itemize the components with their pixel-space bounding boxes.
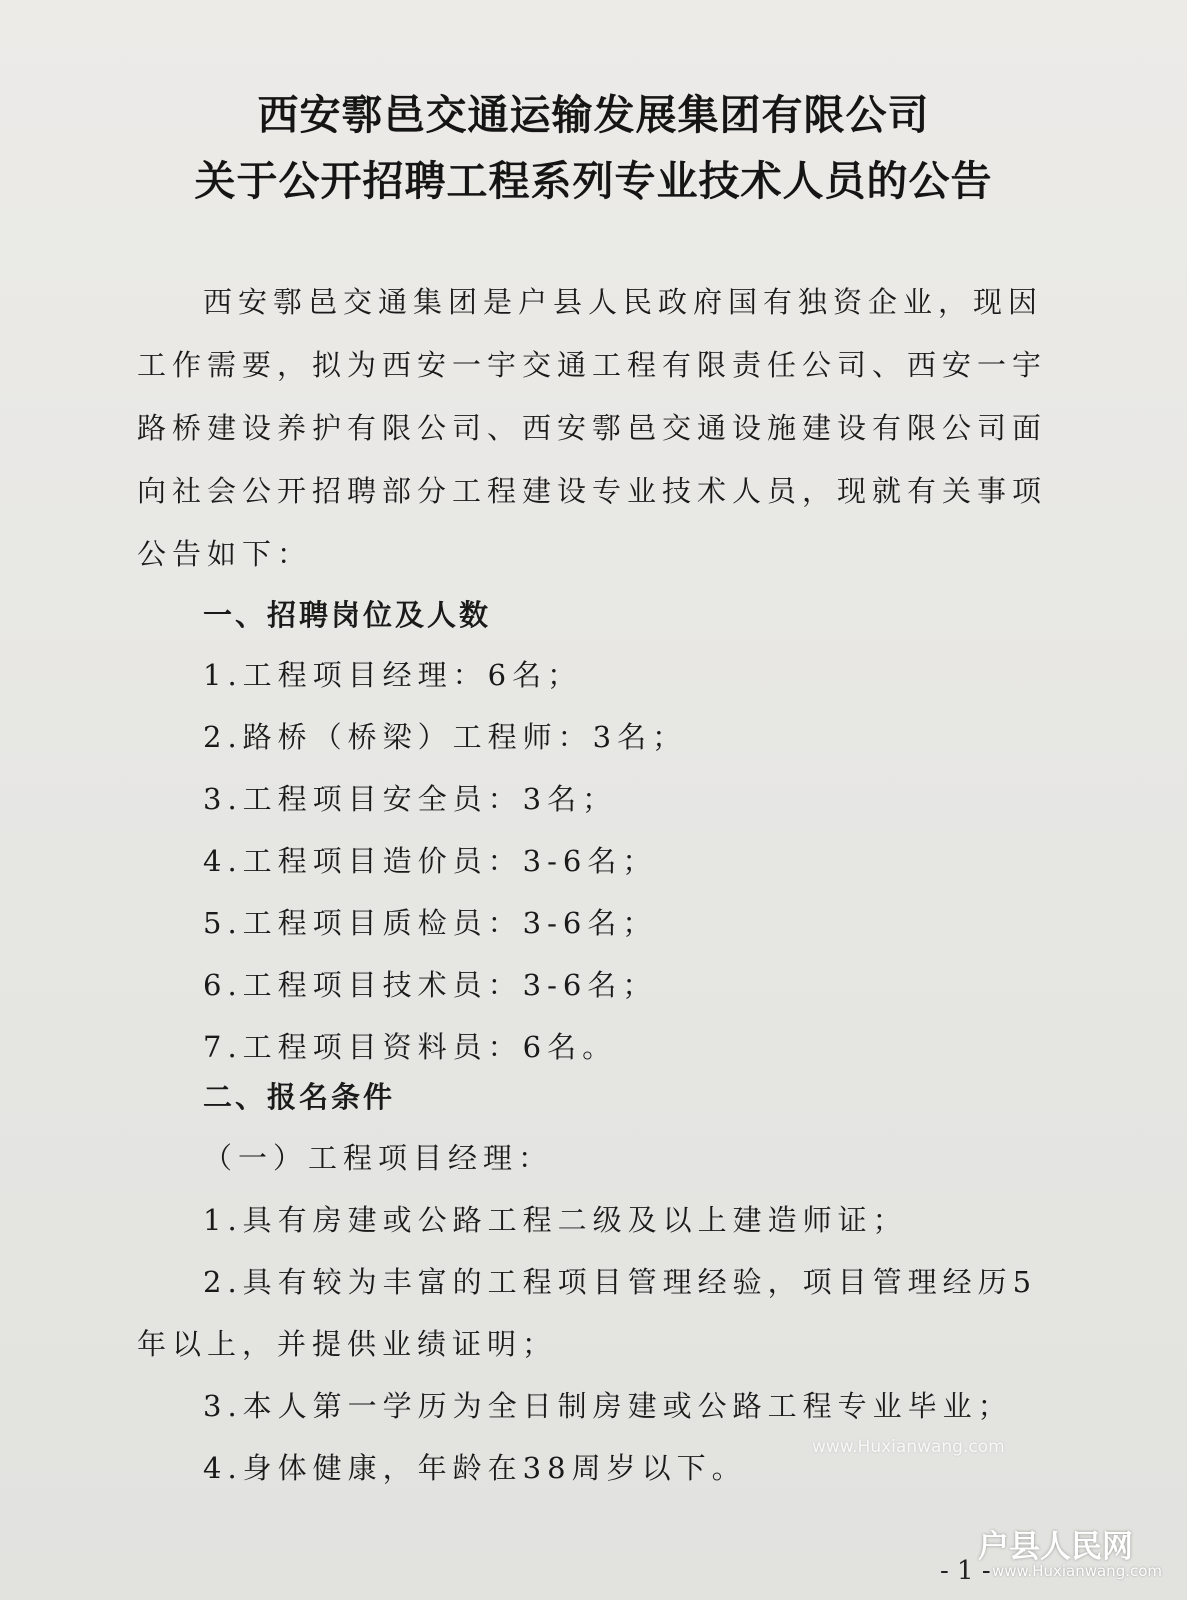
position-item: 2.路桥（桥梁）工程师：3名； [203, 720, 688, 754]
position-item: 5.工程项目质检员：3-6名； [203, 906, 658, 940]
page-number: - 1 - [940, 1556, 991, 1586]
requirement-item: 4.身体健康，年龄在38周岁以下。 [203, 1451, 747, 1485]
intro-line: 向社会公开招聘部分工程建设专业技术人员，现就有关事项 [137, 474, 1048, 508]
position-item: 6.工程项目技术员：3-6名； [203, 968, 658, 1002]
requirement-item: 2.具有较为丰富的工程项目管理经验，项目管理经历5 [203, 1265, 1038, 1299]
site-brand-logo: 户县人民网 [978, 1529, 1133, 1565]
section-heading-requirements: 二、报名条件 [203, 1080, 396, 1114]
watermark-url: www.Huxianwang.com [812, 1437, 1005, 1457]
intro-line: 西安鄠邑交通集团是户县人民政府国有独资企业，现因 [203, 285, 1044, 319]
position-item: 3.工程项目安全员：3名； [203, 782, 618, 816]
requirement-item: 3.本人第一学历为全日制房建或公路工程专业毕业； [203, 1389, 1013, 1423]
intro-line: 公告如下： [137, 537, 313, 571]
section-heading-positions: 一、招聘岗位及人数 [203, 598, 492, 632]
intro-line: 工作需要，拟为西安一宇交通工程有限责任公司、西安一宇 [137, 348, 1048, 382]
position-item: 4.工程项目造价员：3-6名； [203, 844, 658, 878]
site-brand-url: www.Huxianwang.com [992, 1562, 1163, 1580]
requirement-item: 1.具有房建或公路工程二级及以上建造师证； [203, 1203, 908, 1237]
document-title-line1: 西安鄠邑交通运输发展集团有限公司 [257, 91, 930, 139]
subsection-heading-project-manager: （一）工程项目经理： [203, 1141, 554, 1175]
requirement-item: 年以上，并提供业绩证明； [137, 1327, 558, 1361]
position-item: 7.工程项目资料员：6名。 [203, 1030, 618, 1064]
intro-line: 路桥建设养护有限公司、西安鄠邑交通设施建设有限公司面 [137, 411, 1048, 445]
position-item: 1.工程项目经理：6名； [203, 658, 583, 692]
document-title-line2: 关于公开招聘工程系列专业技术人员的公告 [194, 157, 993, 205]
